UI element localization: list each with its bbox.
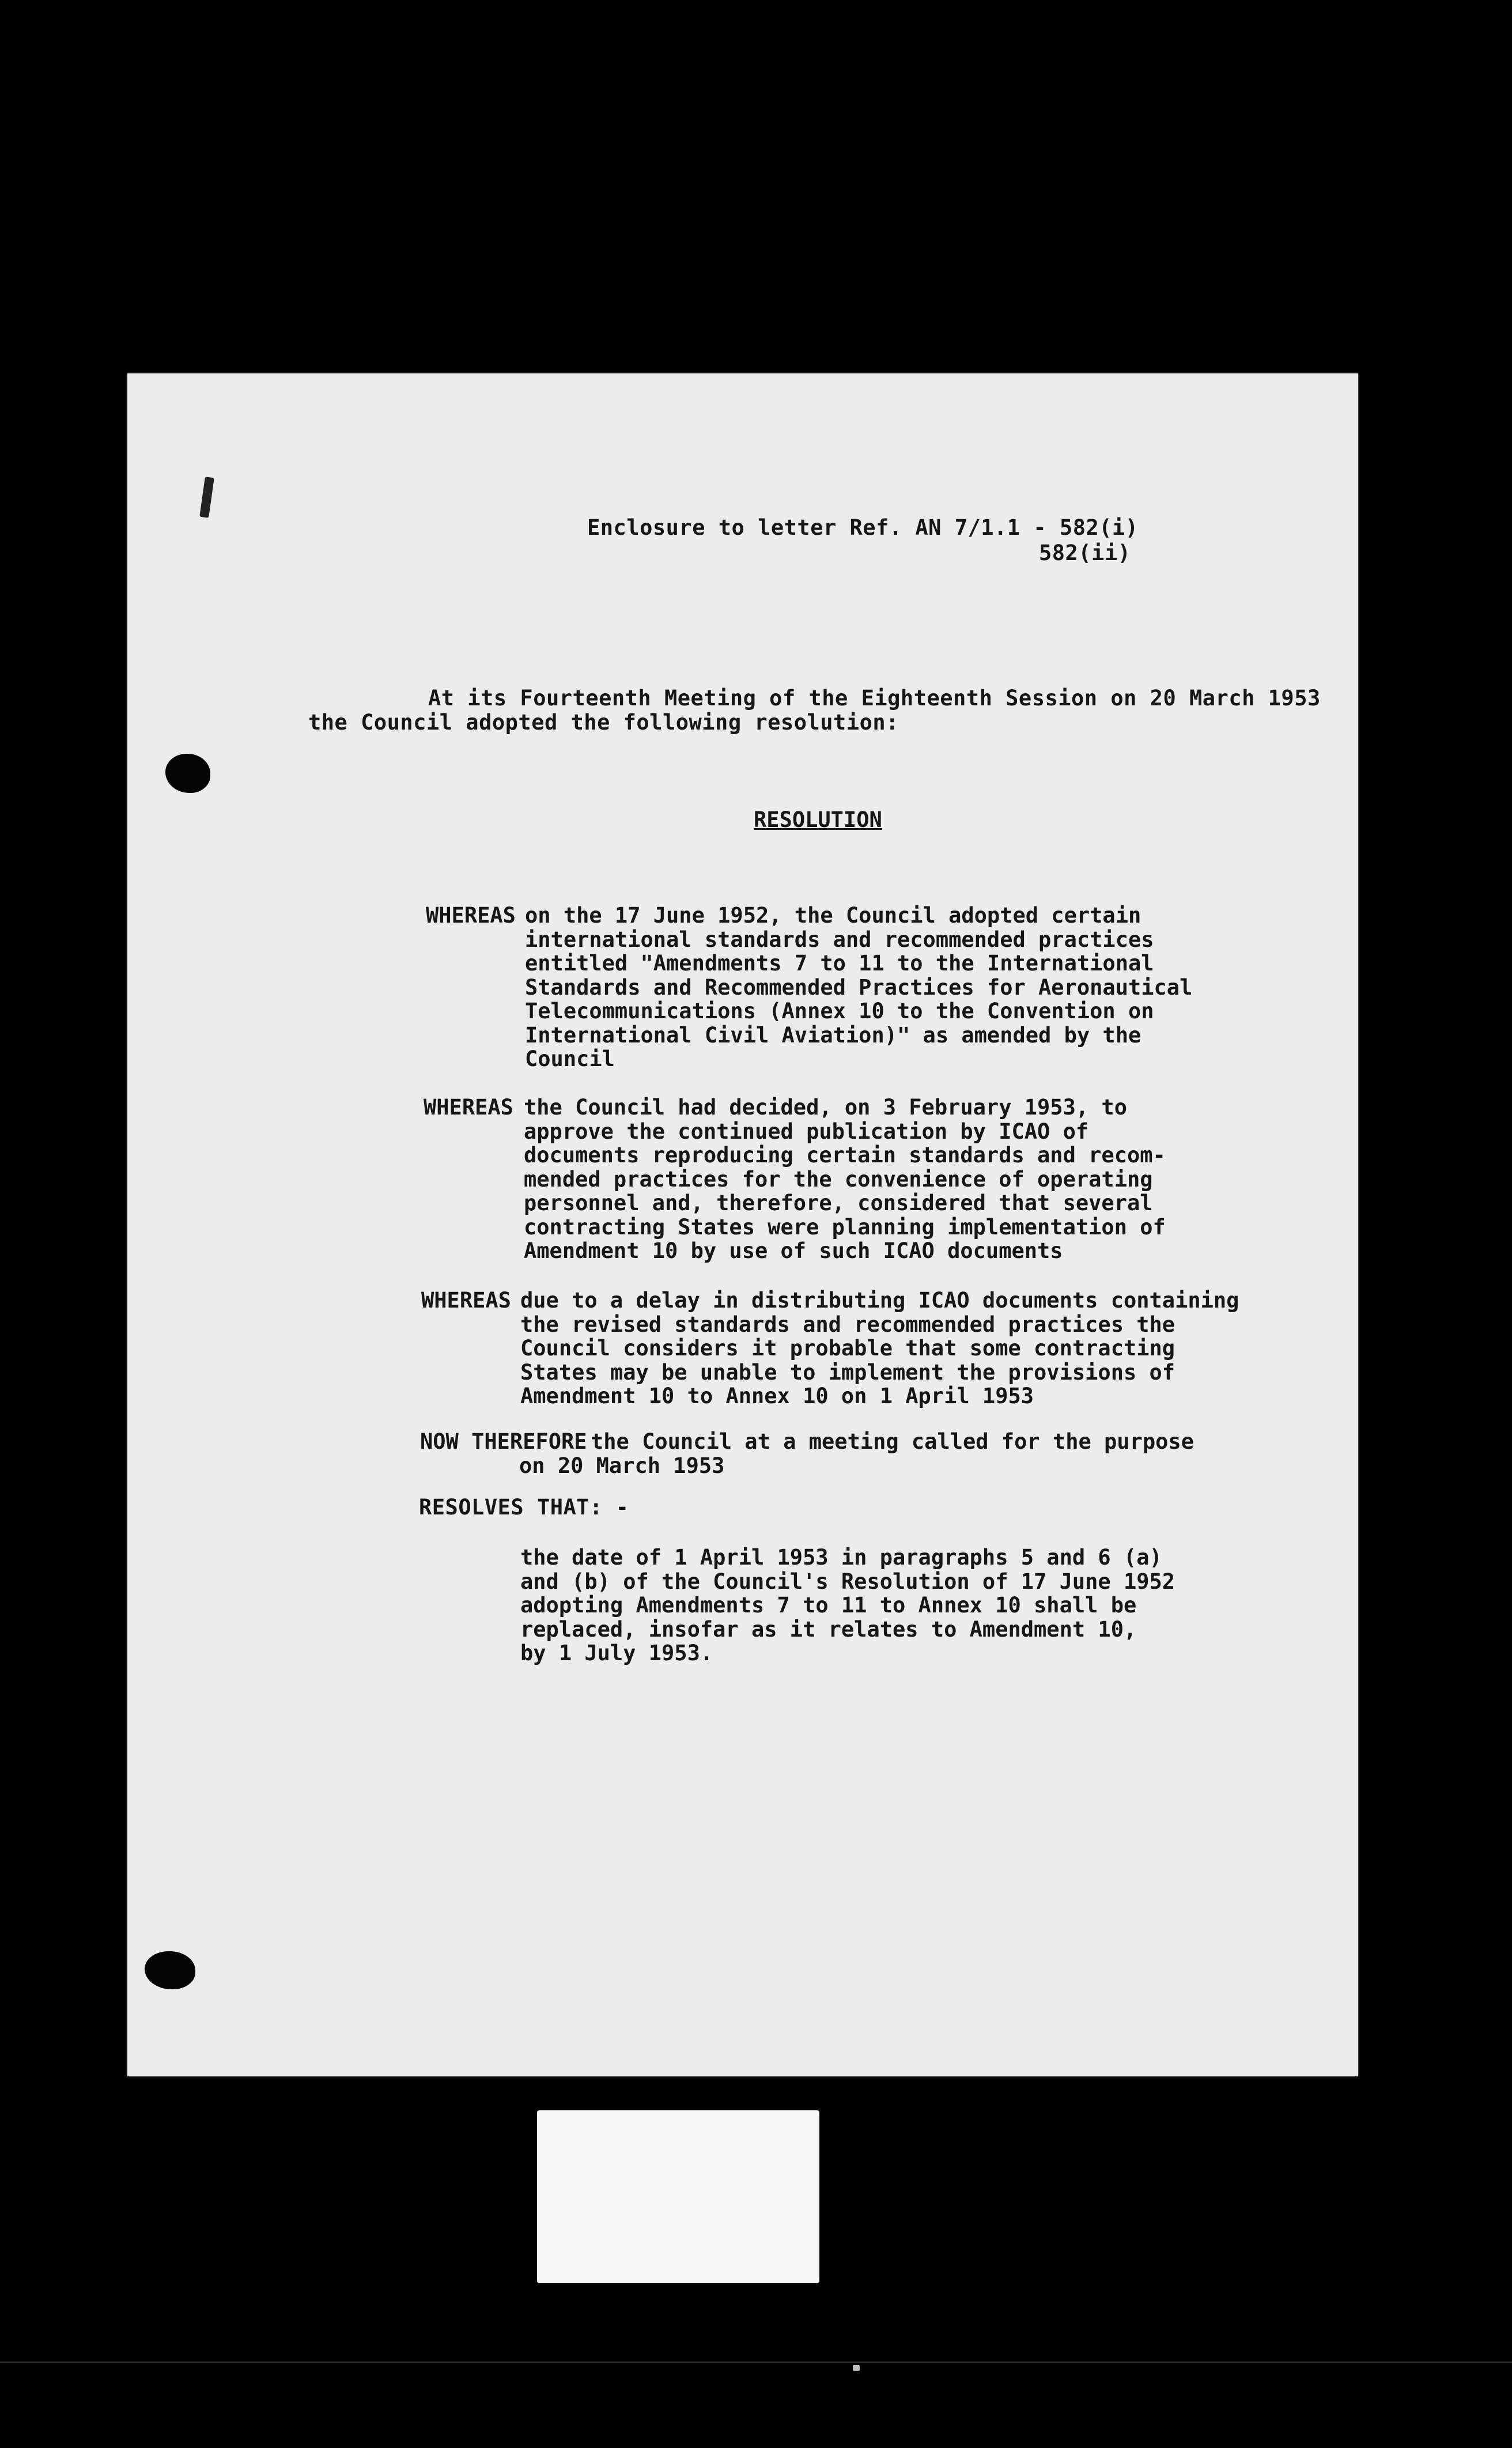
document-page <box>127 373 1358 2076</box>
resolution-heading: RESOLUTION <box>754 807 882 832</box>
intro-line-2: the Council adopted the following resolution: <box>308 710 899 735</box>
punch-hole-top <box>165 754 210 793</box>
film-edge-line <box>0 2362 1512 2363</box>
enclosure-reference-continued: 582(ii) <box>1039 541 1131 565</box>
enclosure-reference: Enclosure to letter Ref. AN 7/1.1 - 582(i) <box>587 515 1139 540</box>
film-edge-mark <box>853 2365 860 2371</box>
resolves-text <box>520 1546 1175 1665</box>
blank-label-card <box>537 2110 819 2283</box>
intro-line-1: At its Fourteenth Meeting of the Eighteenth Session on 20 March 1953 <box>428 686 1321 711</box>
clause-text: due to a delay in distributing ICAO documents containing the revised standards and recommended practices the Council considers it probable that some contracting States may be unable to implement the provisions of Amendment 10 to Annex 10 on 1 April 1953 <box>520 1288 1239 1408</box>
resolves-body: the date of 1 April 1953 in paragraphs 5 and 6 (a) and (b) of the Council's Resolution of 17 June 1952 adopting Amendments 7 to 11 to Annex 10 shall be replaced, insofar as it relates to Amendment 10, by 1 July 1953. <box>520 1545 1175 1665</box>
now-therefore-clause <box>420 1430 1194 1478</box>
clause-term: WHEREAS <box>424 1095 513 1120</box>
clause-text: the Council had decided, on 3 February 1953, to approve the continued publication by ICAO of documents reproducing certain standards and recom- mended practices for the convenience of operating personnel and, therefore, considered that several contracting States were planning implementation of Amendment 10 by use of such ICAO documents <box>524 1095 1166 1263</box>
margin-mark <box>199 477 214 518</box>
clause-term: WHEREAS <box>421 1288 511 1313</box>
clause-text-line: the Council at a meeting called for the purpose <box>591 1429 1194 1454</box>
whereas-clause-1 <box>426 904 1192 1071</box>
clause-text: on the 17 June 1952, the Council adopted certain international standards and recommended practices entitled "Amendments 7 to 11 to the International Standards and Recommended Practices for Aeronautical Telecommunications (Annex 10 to the Convention on International Civil Aviation)" as amended by the Council <box>525 903 1193 1071</box>
clause-term: NOW THEREFORE <box>420 1429 587 1454</box>
whereas-clause-3 <box>421 1289 1239 1408</box>
whereas-clause-2 <box>424 1095 1166 1263</box>
resolves-label: RESOLVES THAT: - <box>419 1495 629 1520</box>
punch-hole-bottom <box>145 1951 195 1989</box>
clause-term: WHEREAS <box>426 903 516 928</box>
clause-text-line: on 20 March 1953 <box>519 1453 725 1478</box>
